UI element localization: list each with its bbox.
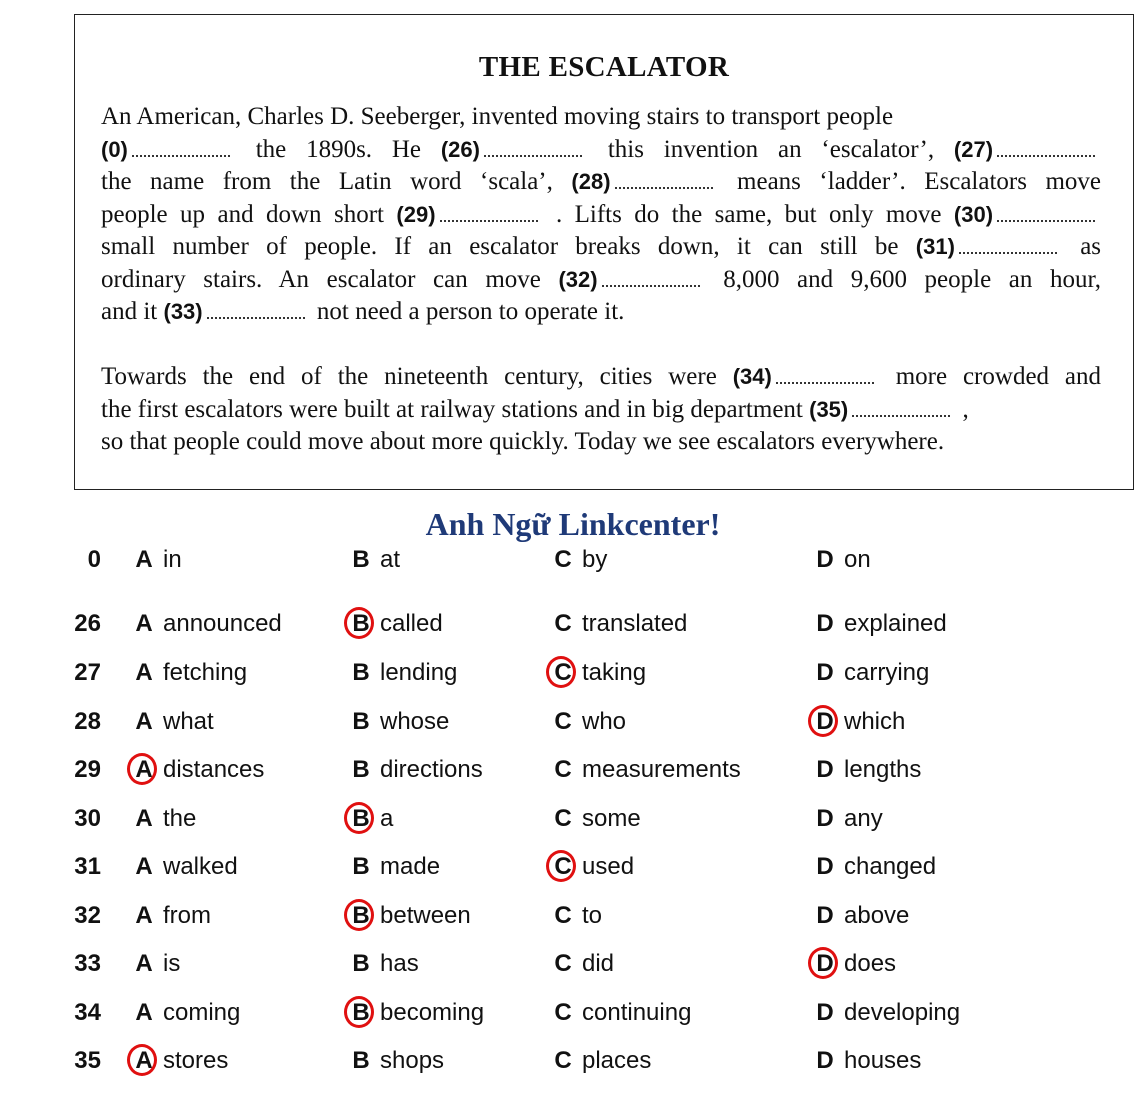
option-letter: B [352, 708, 370, 735]
option-text: some [582, 805, 641, 832]
option-letter: D [816, 902, 834, 929]
option-text: distances [163, 756, 265, 783]
text: ordinary stairs. An escalator can move [101, 265, 541, 293]
option-a[interactable] [133, 853, 238, 881]
option-text: lending [380, 659, 458, 686]
p1-line-3 [101, 166, 1101, 199]
p1-line-7 [101, 296, 1101, 329]
blank-31[interactable] [959, 242, 1057, 254]
option-text: whose [380, 708, 450, 735]
option-d[interactable] [814, 610, 947, 638]
option-letter: C [554, 1047, 572, 1074]
option-text: made [380, 853, 441, 880]
question-row-26 [0, 610, 1146, 650]
option-text: developing [844, 999, 961, 1026]
option-b[interactable] [350, 546, 400, 574]
option-text: taking [582, 659, 647, 686]
question-number: 31 [74, 853, 101, 880]
paragraph-2 [101, 361, 1101, 459]
p1-line-5 [101, 231, 1101, 264]
option-c[interactable] [552, 546, 607, 574]
option-text: has [380, 950, 419, 977]
p1-line-6 [101, 264, 1101, 297]
blank-34[interactable] [776, 372, 874, 384]
option-d[interactable] [814, 546, 871, 574]
option-d[interactable] [814, 708, 905, 736]
option-a[interactable] [133, 805, 196, 833]
question-number: 29 [74, 756, 101, 783]
text: and it [101, 298, 158, 325]
p2-line-3: so that people could move about more quickly. Today we see escalators everywhere. [101, 428, 945, 455]
option-letter-circled: D [814, 950, 836, 978]
option-letter: B [352, 659, 370, 686]
option-c[interactable] [552, 950, 614, 978]
p1-line-4 [101, 199, 1101, 232]
p2-line-1 [101, 361, 1101, 394]
option-letter: C [554, 756, 572, 783]
blank-32[interactable] [602, 275, 700, 287]
question-row-32 [0, 902, 1146, 942]
option-text: shops [380, 1047, 445, 1074]
text: , [962, 395, 969, 423]
option-c[interactable] [552, 1047, 651, 1075]
option-letter: D [816, 610, 834, 637]
option-letter: A [135, 999, 153, 1026]
option-letter: C [554, 902, 572, 929]
option-text: on [844, 546, 871, 573]
option-letter-circled: B [350, 999, 372, 1027]
option-letter: B [352, 1047, 370, 1074]
gap-number-0: (0) [101, 136, 128, 162]
option-letter: A [135, 950, 153, 977]
option-d[interactable] [814, 999, 960, 1027]
option-text: fetching [163, 659, 248, 686]
option-letter: D [816, 756, 834, 783]
text: the first escalators were built at railway stations and in big department [101, 395, 803, 423]
gap-number-29: (29) [396, 201, 436, 227]
option-letter-circled: A [133, 756, 155, 784]
option-text: what [163, 708, 214, 735]
option-letter: D [816, 546, 834, 573]
option-a[interactable] [133, 708, 214, 736]
gap-number-28: (28) [571, 169, 611, 194]
blank-30[interactable] [997, 210, 1095, 222]
option-letter: A [135, 610, 153, 637]
option-text: at [380, 546, 401, 573]
gap-number-26: (26) [440, 136, 480, 162]
option-b[interactable] [350, 805, 393, 833]
option-text: did [582, 950, 615, 977]
option-text: who [582, 708, 627, 735]
passage-title: THE ESCALATOR [478, 51, 730, 83]
option-a[interactable] [133, 902, 211, 930]
option-text: between [380, 902, 471, 929]
option-b[interactable] [350, 756, 483, 784]
option-text: used [582, 853, 635, 880]
option-d[interactable] [814, 659, 929, 687]
text: the name from the Latin word ‘scala’, [101, 168, 553, 195]
option-c[interactable] [552, 999, 691, 1027]
option-text: above [844, 902, 910, 929]
question-row-28 [0, 708, 1146, 748]
option-text: any [844, 805, 883, 832]
option-letter: C [554, 610, 572, 637]
gap-number-34: (34) [732, 364, 772, 389]
question-number: 34 [74, 999, 101, 1026]
gap-number-35: (35) [809, 396, 849, 422]
question-number: 26 [74, 610, 101, 637]
option-a[interactable] [133, 659, 247, 687]
question-number: 27 [74, 659, 101, 686]
option-text: continuing [582, 999, 692, 1026]
p2-line-2 [101, 394, 1101, 427]
option-a[interactable] [133, 950, 180, 978]
option-b[interactable] [350, 708, 449, 736]
blank-28[interactable] [615, 177, 713, 189]
option-letter-circled: C [552, 659, 574, 687]
question-number: 30 [74, 805, 101, 832]
option-text: becoming [380, 999, 485, 1026]
blank-26[interactable] [484, 145, 582, 157]
question-row-35 [0, 1047, 1146, 1087]
text: . Lifts do the same, but only move [555, 200, 942, 228]
option-b[interactable] [350, 659, 457, 687]
option-b[interactable] [350, 610, 443, 638]
blank-0[interactable] [132, 145, 230, 157]
question-row-27 [0, 659, 1146, 699]
question-number: 32 [74, 902, 101, 929]
option-letter: A [135, 805, 153, 832]
option-c[interactable] [552, 902, 602, 930]
option-letter-circled: B [350, 902, 372, 930]
question-row-30 [0, 805, 1146, 845]
option-text: carrying [844, 659, 930, 686]
p1-line-1: An American, Charles D. Seeberger, invented moving stairs to transport people [101, 103, 894, 130]
option-a[interactable] [133, 610, 282, 638]
option-text: does [844, 950, 897, 977]
text: not need a person to operate it. [316, 298, 625, 325]
option-letter-circled: A [133, 1047, 155, 1075]
option-a[interactable] [133, 999, 240, 1027]
option-letter: C [554, 546, 572, 573]
text: the 1890s. He [255, 135, 422, 163]
option-letter: D [816, 1047, 834, 1074]
option-text: stores [163, 1047, 229, 1074]
option-d[interactable] [814, 756, 921, 784]
gap-number-32: (32) [558, 266, 598, 292]
option-d[interactable] [814, 853, 936, 881]
option-a[interactable] [133, 546, 182, 574]
question-number: 35 [74, 1047, 101, 1074]
option-c[interactable] [552, 805, 641, 833]
text: this invention an ‘escalator’, [607, 135, 935, 163]
p1-line-2 [101, 134, 1101, 167]
option-text: houses [844, 1047, 922, 1074]
gap-number-30: (30) [953, 201, 994, 227]
option-letter-circled: C [552, 853, 574, 881]
option-text: walked [163, 853, 238, 880]
option-letter: C [554, 708, 572, 735]
blank-27[interactable] [997, 145, 1095, 157]
option-text: places [582, 1047, 652, 1074]
option-letter: B [352, 853, 370, 880]
option-b[interactable] [350, 999, 484, 1027]
option-b[interactable] [350, 1047, 444, 1075]
option-b[interactable] [350, 950, 419, 978]
passage-box [74, 14, 1134, 490]
option-letter-circled: D [814, 708, 836, 736]
option-d[interactable] [814, 805, 883, 833]
question-row-29 [0, 756, 1146, 796]
option-letter: B [352, 546, 370, 573]
option-d[interactable] [814, 902, 909, 930]
option-text: the [163, 805, 197, 832]
option-letter: D [816, 999, 834, 1026]
text: people up and down short [101, 200, 384, 228]
option-letter: D [816, 805, 834, 832]
paragraph-1 [101, 101, 1101, 329]
option-letter: A [135, 853, 153, 880]
option-letter-circled: B [350, 610, 372, 638]
text: 8,000 and 9,600 people an hour, [723, 265, 1102, 293]
text: Towards the end of the nineteenth century, cities were [101, 363, 717, 390]
option-text: changed [844, 853, 937, 880]
option-text: is [163, 950, 181, 977]
option-c[interactable] [552, 853, 634, 881]
option-a[interactable] [133, 1047, 228, 1075]
blank-29[interactable] [440, 210, 538, 222]
question-number: 33 [74, 950, 101, 977]
option-text: a [380, 805, 394, 832]
question-number: 28 [74, 708, 101, 735]
brand-watermark: Anh Ngữ Linkcenter! [425, 506, 721, 542]
question-row-31 [0, 853, 1146, 893]
option-c[interactable] [552, 756, 741, 784]
question-row-33 [0, 950, 1146, 990]
gap-number-33: (33) [163, 299, 203, 324]
text: small number of people. If an escalator breaks down, it can still be [101, 233, 899, 260]
option-text: by [582, 546, 608, 573]
blank-33[interactable] [207, 307, 305, 319]
option-text: translated [582, 610, 688, 637]
option-text: measurements [582, 756, 741, 783]
option-letter: A [135, 708, 153, 735]
option-text: called [380, 610, 443, 637]
option-letter: A [135, 546, 153, 573]
option-b[interactable] [350, 902, 471, 930]
option-c[interactable] [552, 610, 687, 638]
gap-number-27: (27) [953, 136, 994, 162]
option-text: directions [380, 756, 483, 783]
option-text: from [163, 902, 211, 929]
option-letter: C [554, 999, 572, 1026]
option-letter: A [135, 659, 153, 686]
option-letter: B [352, 950, 370, 977]
blank-35[interactable] [852, 405, 950, 417]
gap-number-31: (31) [915, 234, 955, 259]
option-letter: C [554, 805, 572, 832]
text: means ‘ladder’. Escalators move [737, 168, 1102, 195]
option-text: in [163, 546, 182, 573]
option-letter: D [816, 659, 834, 686]
option-text: lengths [844, 756, 922, 783]
option-text: announced [163, 610, 282, 637]
option-d[interactable] [814, 950, 896, 978]
question-number: 0 [87, 546, 101, 573]
option-text: which [844, 708, 906, 735]
question-row-34 [0, 999, 1146, 1039]
text: more crowded and [895, 363, 1102, 390]
option-text: coming [163, 999, 241, 1026]
option-letter: D [816, 853, 834, 880]
option-text: explained [844, 610, 947, 637]
option-b[interactable] [350, 853, 440, 881]
text: as [1080, 233, 1102, 260]
option-letter: C [554, 950, 572, 977]
option-c[interactable] [552, 708, 626, 736]
option-letter-circled: B [350, 805, 372, 833]
option-d[interactable] [814, 1047, 921, 1075]
option-text: to [582, 902, 603, 929]
option-letter: B [352, 756, 370, 783]
option-c[interactable] [552, 659, 646, 687]
question-row-0 [0, 546, 1146, 586]
option-a[interactable] [133, 756, 264, 784]
option-letter: A [135, 902, 153, 929]
